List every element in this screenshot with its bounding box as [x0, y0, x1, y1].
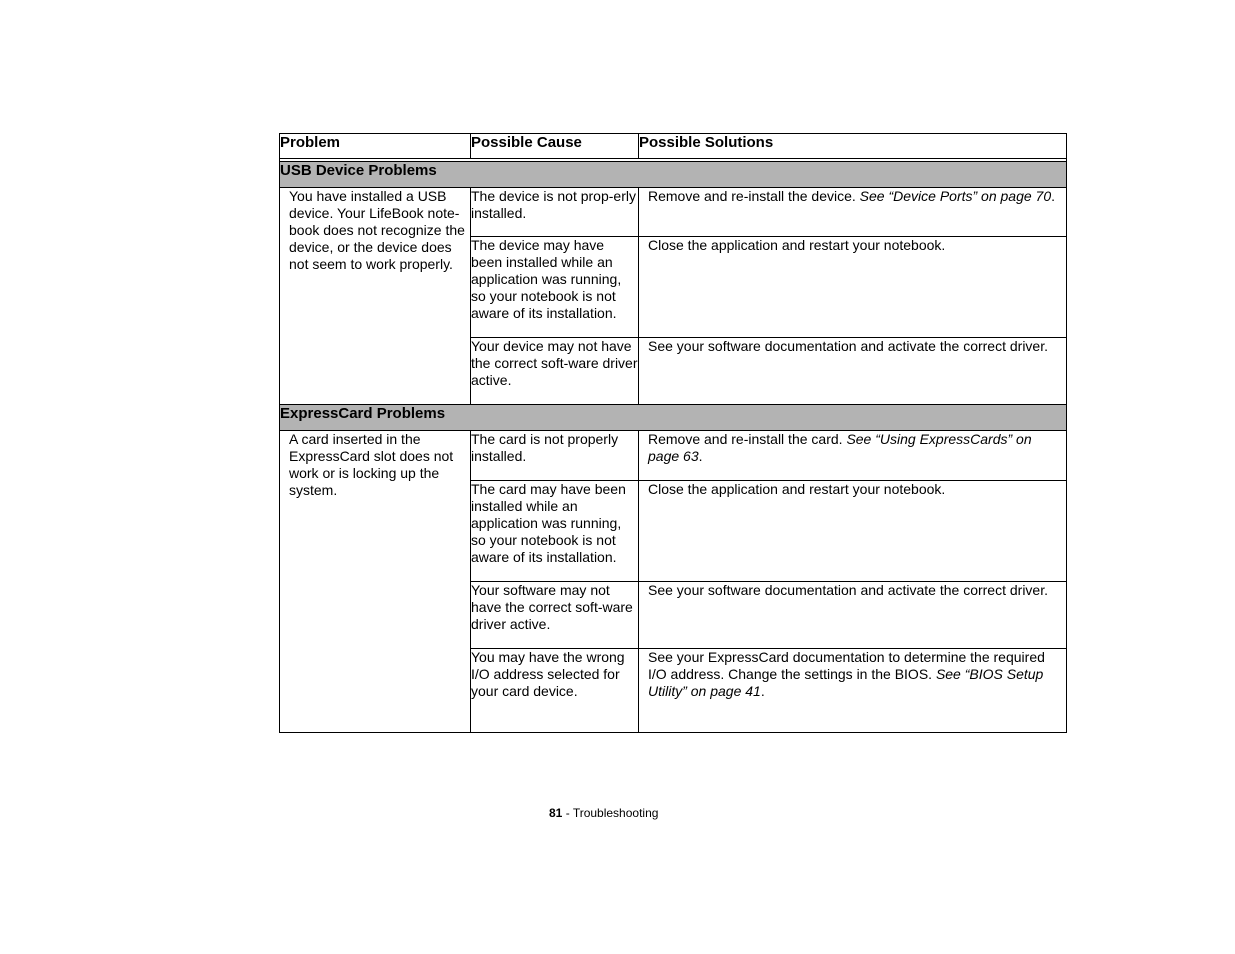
problem-cell: You have installed a USB device. Your LifeBook note-book does not recognize the device, or the device does not seem to work properly. [280, 188, 471, 405]
problem-cell: A card inserted in the ExpressCard slot does not work or is locking up the system. [280, 431, 471, 733]
solution-cell [639, 649, 1067, 733]
table-row [280, 188, 1067, 237]
troubleshooting-table [279, 133, 1067, 733]
header-cause: Possible Cause [471, 134, 639, 159]
page-footer [549, 806, 658, 821]
page-number: 81 [549, 806, 563, 820]
cross-reference: See “BIOS Setup Utility” on page 41 [648, 666, 1044, 699]
solution-text: Remove and re-install the device. [648, 188, 860, 204]
solution-cell: Close the application and restart your notebook. [639, 237, 1067, 338]
cause-cell: Your device may not have the correct soft-ware driver active. [471, 338, 639, 405]
solution-cell: Close the application and restart your notebook. [639, 481, 1067, 582]
cross-reference: See “Device Ports” on page 70 [859, 188, 1052, 204]
solution-cell: See your software documentation and activate the correct driver. [639, 338, 1067, 405]
solution-text-end: . [760, 683, 765, 699]
cross-reference: See “Using ExpressCards” on page 63 [648, 431, 1032, 464]
footer-separator: - [562, 806, 573, 820]
header-problem: Problem [280, 134, 471, 159]
section-title: ExpressCard Problems [280, 405, 1067, 431]
cause-cell: You may have the wrong I/O address selected for your card device. [471, 649, 639, 733]
table-row [280, 431, 1067, 481]
chapter-name: Troubleshooting [572, 806, 659, 820]
solution-text: Remove and re-install the card. [648, 431, 847, 447]
section-row-usb [280, 162, 1067, 188]
section-title: USB Device Problems [280, 162, 1067, 188]
header-solutions: Possible Solutions [639, 134, 1067, 159]
cause-cell: The card is not properly installed. [471, 431, 639, 481]
cause-cell: Your software may not have the correct soft-ware driver active. [471, 582, 639, 649]
table-header-row [280, 134, 1067, 159]
solution-text: See your ExpressCard documentation to determine the required I/O address. Change the settings in the BIOS. [648, 649, 1045, 682]
section-row-expresscard [280, 405, 1067, 431]
cause-cell: The device may have been installed while an application was running, so your notebook is not aware of its installation. [471, 237, 639, 338]
solution-cell [639, 188, 1067, 237]
solution-cell [639, 431, 1067, 481]
solution-text-end: . [1051, 188, 1056, 204]
cause-cell: The card may have been installed while an application was running, so your notebook is not aware of its installation. [471, 481, 639, 582]
cause-cell: The device is not prop-erly installed. [471, 188, 639, 237]
solution-cell: See your software documentation and activate the correct driver. [639, 582, 1067, 649]
solution-text-end: . [698, 448, 703, 464]
